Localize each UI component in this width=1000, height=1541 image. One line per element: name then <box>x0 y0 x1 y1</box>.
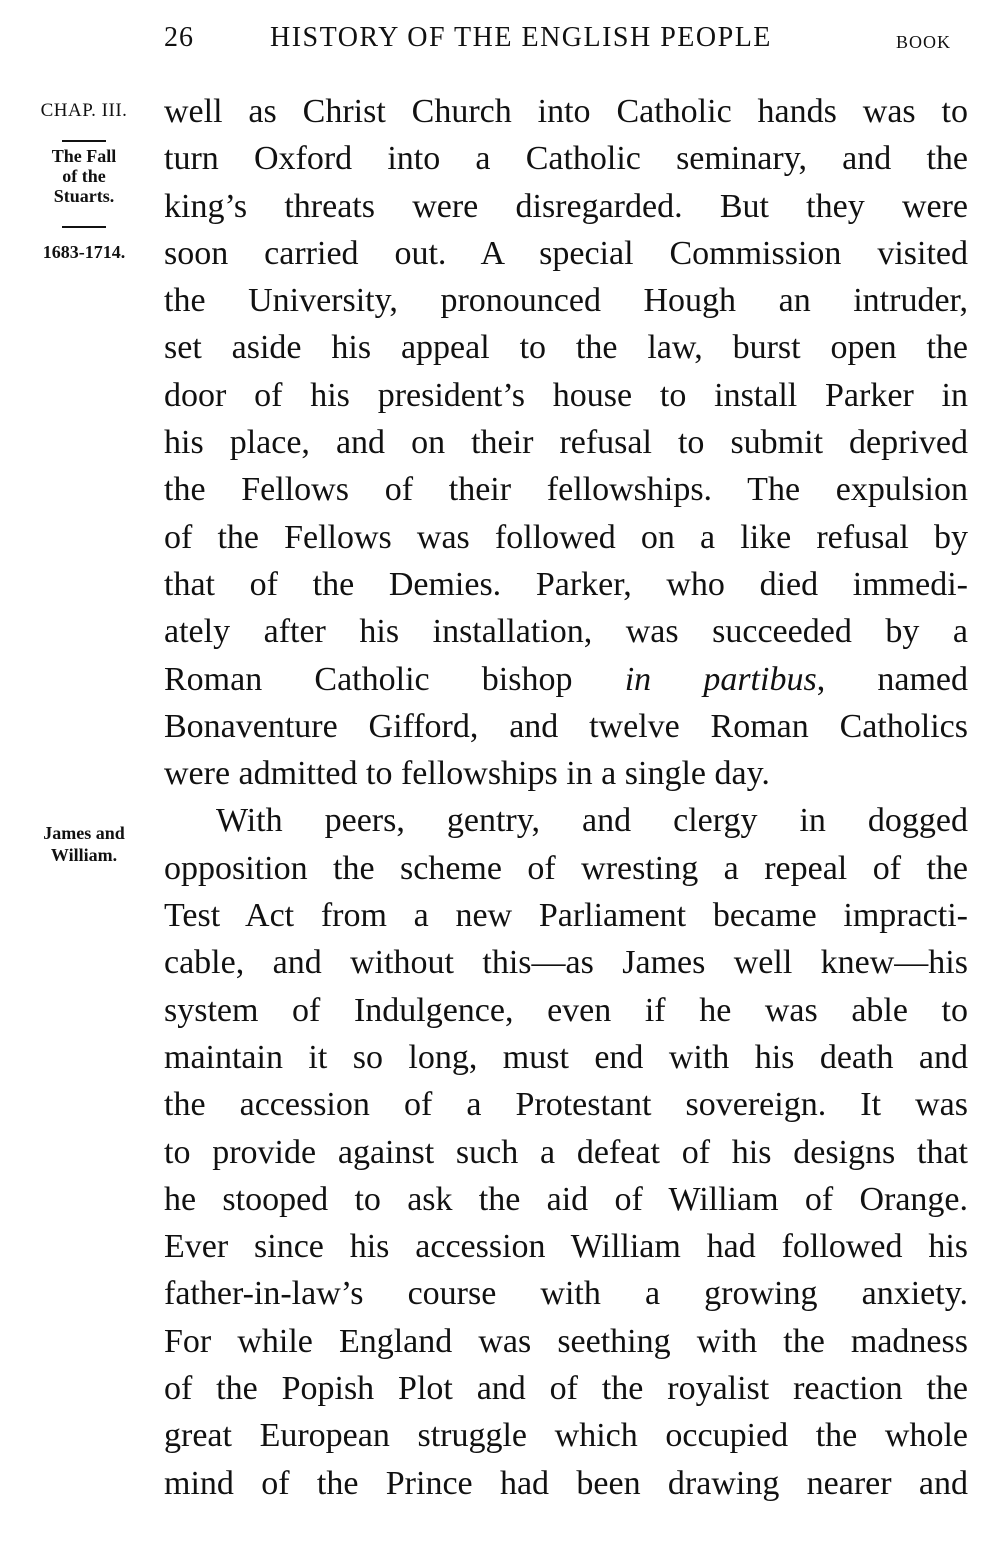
text-line: cable, and without this—as James well knew—his <box>164 944 968 982</box>
text-line: to provide against such a defeat of his designs that <box>164 1133 968 1171</box>
margin-section-title <box>18 146 150 206</box>
text-line: father-in-law’s course with a growing anxiety. <box>164 1275 968 1313</box>
text-line: well as Christ Church into Catholic hands was to <box>164 93 968 130</box>
margin-divider <box>62 226 106 228</box>
margin-chapter: CHAP. III. <box>40 100 128 121</box>
text-line: door of his president’s house to install Parker in <box>164 376 968 414</box>
margin-section-line: The Fall <box>51 146 117 166</box>
text-line: were admitted to fellowships in a single day. <box>164 755 770 793</box>
text-line: his place, and on their refusal to submit deprived <box>164 424 968 462</box>
text-fragment: Roman Catholic bishop <box>164 660 573 698</box>
text-line: maintain it so long, must end with his death and <box>164 1038 968 1076</box>
running-title: HISTORY OF THE ENGLISH PEOPLE <box>270 22 772 53</box>
text-line: turn Oxford into a Catholic seminary, and the <box>164 140 968 178</box>
text-line: of the Popish Plot and of the royalist reaction the <box>164 1370 968 1408</box>
text-line: opposition the scheme of wresting a repeal of the <box>164 849 968 887</box>
text-line: mind of the Prince had been drawing nearer and <box>164 1464 968 1502</box>
margin-topic-note <box>18 822 150 866</box>
text-line: he stooped to ask the aid of William of Orange. <box>164 1180 968 1218</box>
text-line <box>164 656 968 703</box>
text-fragment: , named <box>816 660 969 698</box>
text-line: With peers, gentry, and clergy in dogged <box>216 802 968 840</box>
text-line: Bonaventure Gifford, and twelve Roman Catholics <box>164 707 968 745</box>
italic-phrase: in partibus <box>624 660 817 698</box>
margin-dates: 1683-1714. <box>42 242 126 262</box>
margin-topic-line: William. <box>50 845 118 865</box>
margin-divider <box>62 140 106 142</box>
text-line: of the Fellows was followed on a like refusal by <box>164 518 968 556</box>
text-line: Test Act from a new Parliament became impracti- <box>164 897 968 935</box>
page-number: 26 <box>164 22 194 53</box>
text-line: the accession of a Protestant sovereign. It was <box>164 1086 968 1124</box>
book-label: BOOK <box>896 32 952 52</box>
margin-section-line: of the <box>62 166 106 186</box>
text-line: Ever since his accession William had followed his <box>164 1228 968 1266</box>
text-line: that of the Demies. Parker, who died immedi- <box>164 565 968 603</box>
text-line: For while England was seething with the madness <box>164 1322 968 1360</box>
text-line: set aside his appeal to the law, burst open the <box>164 329 968 367</box>
text-line: soon carried out. A special Commission visited <box>164 234 968 272</box>
text-line: the Fellows of their fellowships. The expulsion <box>164 471 968 509</box>
text-line: great European struggle which occupied the whole <box>164 1417 968 1455</box>
margin-topic-line: James and <box>43 823 125 843</box>
text-line: ately after his installation, was succeeded by a <box>164 613 968 651</box>
text-line: the University, pronounced Hough an intruder, <box>164 282 968 320</box>
margin-section-line: Stuarts. <box>53 186 115 206</box>
text-line: system of Indulgence, even if he was able to <box>164 991 968 1029</box>
text-line: king’s threats were disregarded. But they were <box>164 187 968 225</box>
body-text <box>164 88 968 1507</box>
